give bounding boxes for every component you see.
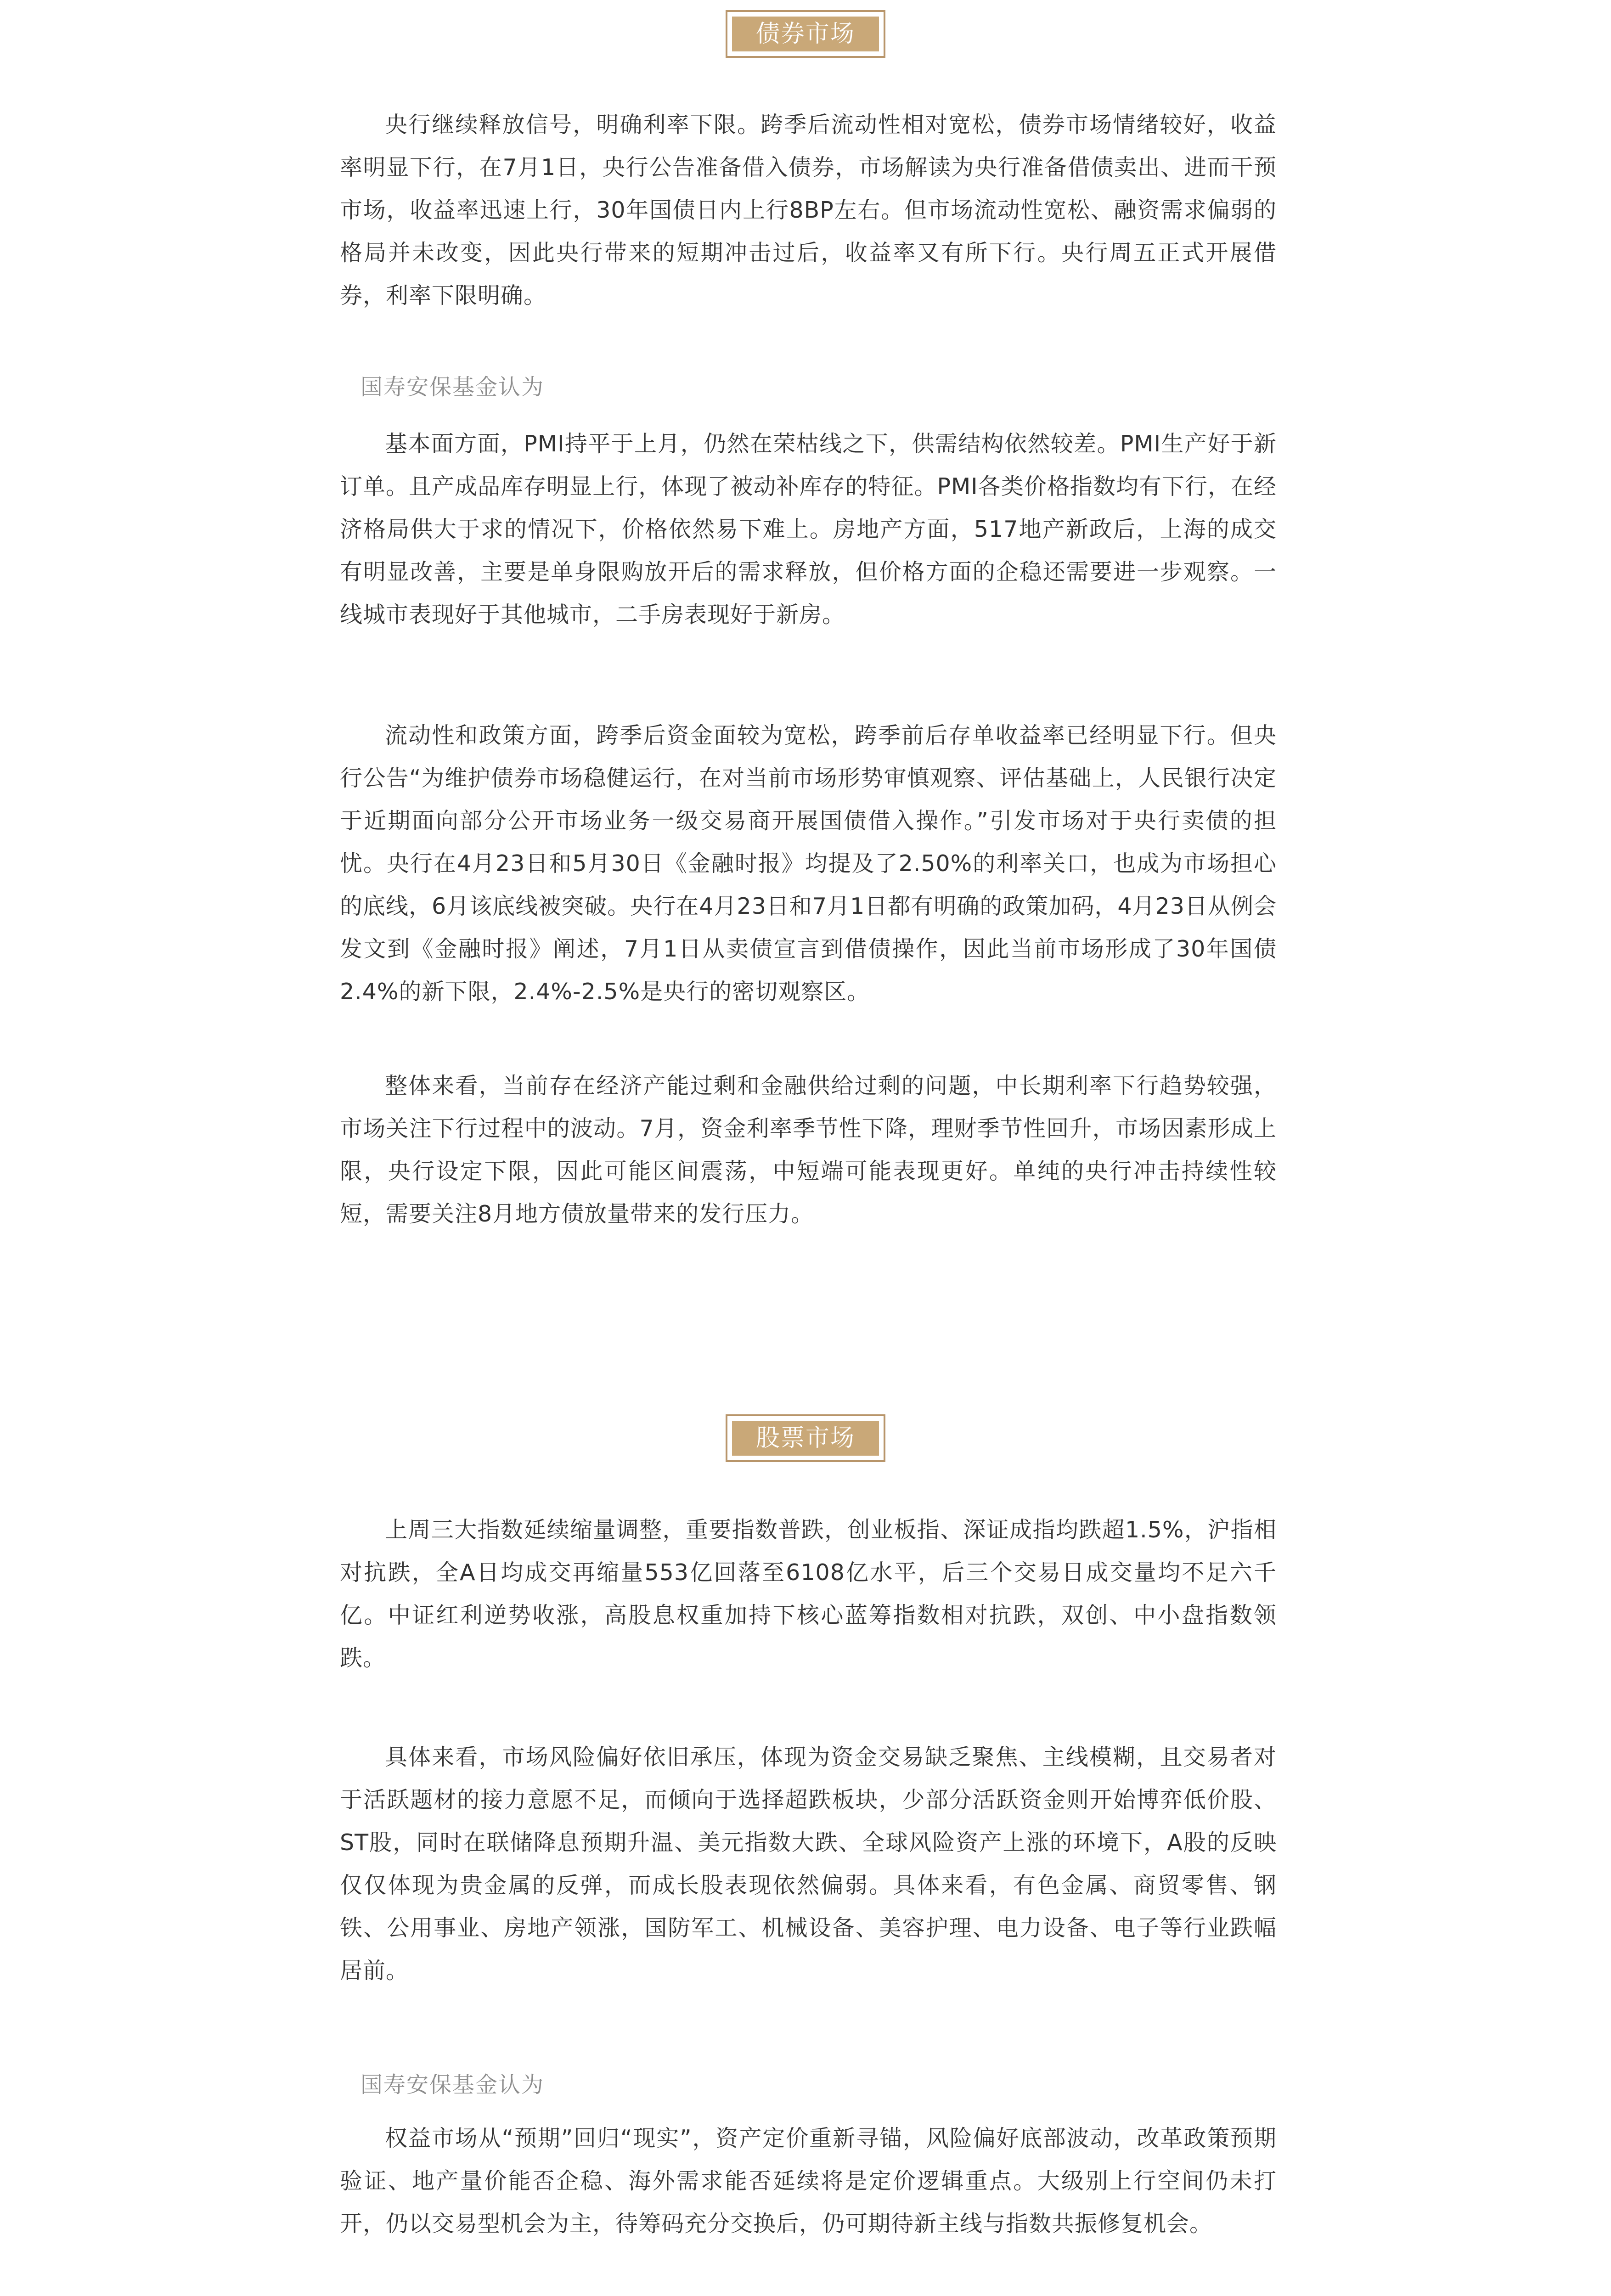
bond-view-label: 国寿安保基金认为 [361, 374, 545, 400]
bond-paragraph-3: 流动性和政策方面，跨季后资金面较为宽松，跨季前后存单收益率已经明显下行。但央行公告“为维护债券市场稳健运行，在对当前市场形势审慎观察、评估基础上，人民银行决定于近期面向部分公开市场业务一级交易商开展国债借入操作。”引发市场对于央行卖债的担忧。央行在4月23日和5月30日《金融时报》均提及了2.50%的利率关口，也成为市场担心的底线，6月该底线被突破。央行在4月23日和7月1日都有明确的政策加码，4月23日从例会发文到《金融时报》阐述，7月1日从卖债宣言到借债操作，因此当前市场形成了30年国债2.4%的新下限，2.4%-2.5%是央行的密切观察区。 [340, 722, 1277, 1005]
stock-paragraph-2: 具体来看，市场风险偏好依旧承压，体现为资金交易缺乏聚焦、主线模糊，且交易者对于活跃题材的接力意愿不足，而倾向于选择超跌板块，少部分活跃资金则开始博弈低价股、ST股，同时在联储降息预期升温、美元指数大跌、全球风险资产上涨的环境下，A股的反映仅仅体现为贵金属的反弹，而成长股表现依然偏弱。具体来看，有色金属、商贸零售、钢铁、公用事业、房地产领涨，国防军工、机械设备、美容护理、电力设备、电子等行业跌幅居前。 [340, 1744, 1277, 1984]
stock-market-tag: 股票市场 [732, 1421, 879, 1456]
bond-paragraph-4: 整体来看，当前存在经济产能过剩和金融供给过剩的问题，中长期利率下行趋势较强，市场关注下行过程中的波动。7月，资金利率季节性下降，理财季节性回升，市场因素形成上限，央行设定下限，因此可能区间震荡，中短端可能表现更好。单纯的央行冲击持续性较短，需要关注8月地方债放量带来的发行压力。 [340, 1073, 1277, 1227]
bond-paragraph-1: 央行继续释放信号，明确利率下限。跨季后流动性相对宽松，债券市场情绪较好，收益率明显下行，在7月1日，央行公告准备借入债券，市场解读为央行准备借债卖出、进而干预市场，收益率迅速上行，30年国债日内上行8BP左右。但市场流动性宽松、融资需求偏弱的格局并未改变，因此央行带来的短期冲击过后，收益率又有所下行。央行周五正式开展借券，利率下限明确。 [340, 112, 1277, 309]
bond-paragraph-2: 基本面方面，PMI持平于上月，仍然在荣枯线之下，供需结构依然较差。PMI生产好于新订单。且产成品库存明显上行，体现了被动补库存的特征。PMI各类价格指数均有下行，在经济格局供大于求的情况下，价格依然易下难上。房地产方面，517地产新政后，上海的成交有明显改善，主要是单身限购放开后的需求释放，但价格方面的企稳还需要进一步观察。一线城市表现好于其他城市，二手房表现好于新房。 [340, 431, 1277, 628]
stock-view-label: 国寿安保基金认为 [361, 2072, 545, 2098]
section-tag-frame [726, 1414, 885, 1462]
bond-section-header [0, 10, 1611, 58]
stock-section-header [0, 1414, 1611, 1462]
section-tag-frame [726, 10, 885, 58]
bond-market-tag: 债券市场 [732, 17, 879, 51]
stock-paragraph-3: 权益市场从“预期”回归“现实”，资产定价重新寻锚，风险偏好底部波动，改革政策预期验证、地产量价能否企稳、海外需求能否延续将是定价逻辑重点。大级别上行空间仍未打开，仍以交易型机会为主，待筹码充分交换后，仍可期待新主线与指数共振修复机会。 [340, 2125, 1277, 2237]
stock-paragraph-1: 上周三大指数延续缩量调整，重要指数普跌，创业板指、深证成指均跌超1.5%，沪指相对抗跌，全A日均成交再缩量553亿回落至6108亿水平，后三个交易日成交量均不足六千亿。中证红利逆势收涨，高股息权重加持下核心蓝筹指数相对抗跌，双创、中小盘指数领跌。 [340, 1517, 1277, 1671]
